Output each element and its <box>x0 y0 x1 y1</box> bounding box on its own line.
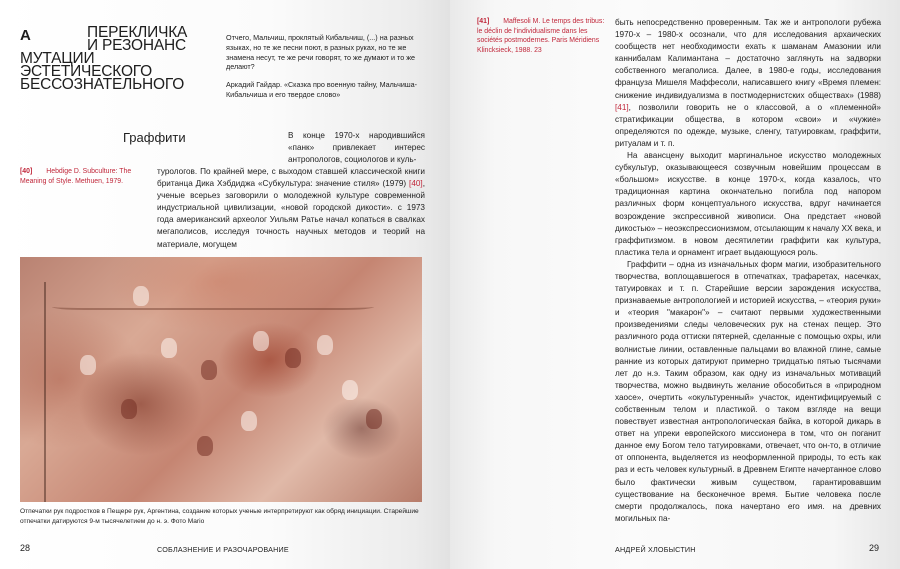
sidenote-number: [41] <box>477 18 490 25</box>
epigraph-source: Аркадий Гайдар. «Сказка про военную тайну, Мальчиша-Кибальчиша и его твердое слово» <box>226 80 418 99</box>
hand-print <box>161 338 177 358</box>
body-segment: , позволили говорить не о классовой, а о «племенной» стратификации общества, в котором «свои» и «чужие» определяются по одежде, музыке, сленгу, татуировкам, граффити, ритуалам и т. п. <box>615 102 881 148</box>
rock-ledge <box>52 279 374 310</box>
body-lead: В конце 1970-х народившийся «панк» привлекает интерес антропологов, социологов и куль- <box>288 131 425 165</box>
chapter-title <box>20 26 220 91</box>
right-page <box>450 0 900 569</box>
hand-print <box>133 286 149 306</box>
publisher-logo: A <box>20 27 32 44</box>
sidenote-number: [40] <box>20 168 33 175</box>
hand-print <box>317 335 333 355</box>
body-segment: , ученые всерьез заговорили о молодежной культуре современной индустриальной цивилизации, «новой городской дикости». с 1973 года американский археолог Уильям Ратье начал копаться в свалках мегаполисов, исследуя точность научных методов и теорий на материале, могущем <box>157 179 425 249</box>
body-segment: турологов. По крайней мере, с выходом ставшей классической книги британца Дика Хэбдиджа «Субкультура: значение стиля» (1979) <box>157 167 425 189</box>
body-text-right <box>615 17 881 525</box>
page-number: 28 <box>20 543 31 553</box>
photo-caption: Отпечатки рук подростков в Пещере рук, Аргентина, создание которых ученые интерпретируют как обряд инициации. Старейшие отпечатки датируются 9-м тысячелетием до н. э. Фото Mario <box>20 508 419 525</box>
hand-print <box>285 348 301 368</box>
chapter-title-line: ПЕРЕКЛИЧКА <box>87 24 188 41</box>
cave-hands-photo <box>20 257 422 502</box>
hand-print <box>241 411 257 431</box>
footnote-ref-40[interactable]: [40] <box>409 179 423 189</box>
hand-print <box>80 355 96 375</box>
sidenote-text: Hebdige D. Subculture: The Meaning of Style. Methuen, 1979. <box>20 168 132 185</box>
section-heading: Граффити <box>123 130 186 145</box>
paragraph: На авансцену выходит маргинальное искусство молодежных субкультур, оказывающееся созвучным новейшим процессам в «большом» искусстве. в конце 1970-х, когда казалось, что традиционная картина окончательно погибла под напором различных форм концептуального искусства, вдруг начинается возрождение экспрессивной живописи. Она предстает «новой дикостью» – неоэкспрессионизмом, отсылающим к началу XX века, и граффитизмом. в новом десятилетии граффити как культура, пластика тела и орнамент играет выдающуюся роль. <box>615 151 881 257</box>
body-text-left <box>157 166 425 251</box>
running-head: СОБЛАЗНЕНИЕ И РАЗОЧАРОВАНИЕ <box>157 545 289 554</box>
hand-print <box>366 409 382 429</box>
paragraph: Граффити – одна из изначальных форм магии, изобразительного творчества, воплощавшегося в отпечатках, трафаретах, насечках, татуировках и т. п. Старейшие версии зарождения искусства, признаваемые антропологией и историей искусства, – «теория руки» и «теория "макарон"» – считают первыми художественными произведениями следы человеческих рук на стенах пещер. Это различного рода оттиски пятерней, сделанные с помощью охры, или волнистые линии, оставленные пальцами во влажной глине, самые ранние из которых датируют примерно тридцатью пятью тысячами лет до н.э. Таким образом, как одну из изначальных мотиваций творчества, можно выдвинуть желание обособиться в «природном хаосе», очертить «окультуренный» участок, идентифицируемый с собственным телом и пластикой. о таком взгляде на вещи повествует известная антропологическая байка, в которой дикарь в ответ на упреки европейского миссионера в том, что он поганит данное ему Богом тело татуировками, отвечает, что он-то, в отличие от оппонента, выделяется из неоформленной природы, то есть как раз и есть человек культурный. в Древнем Египте начертанное слово было фактически живым существом, гарантировавшим существование на бесконечное время. Бытие человека после смерти продолжалось, пока начертано его имя. на древних могильных па- <box>615 259 881 523</box>
chapter-title-line: И РЕЗОНАНС <box>87 37 186 54</box>
body-segment: быть непосредственно проверенным. Так же и антропологи рубежа 1970-х – 1980-х осознали, что для исследования архаических сообществ нет необходимости ехать к шаманам Амазонии или каннибалам Калимантана – достаточно заглянуть на задворки собственного мегаполиса. Далее, в 1980-е годы, исследования француза Мишеля Маффесоли, написавшего книгу «Время племен: снижение индивидуализма в постмодернистских обществах» (1988) <box>615 18 881 100</box>
sidenote-text: Maffesoli M. Le temps des tribus: le déclin de l'individualisme dans les sociétés postmodernes. Paris Méridiens Klincksieck, 1988. 23 <box>477 18 605 54</box>
sidenote-40 <box>20 167 155 186</box>
hand-print <box>342 380 358 400</box>
running-head: АНДРЕЙ ХЛОБЫСТИН <box>615 545 696 554</box>
epigraph-text: Отчего, Мальчиш, проклятый Кибальчиш, (...) на разных языках, но те же песни поют, в разных руках, но те же знамена несут, те же речи говорят, то же думают и то же делают? <box>226 33 416 72</box>
hand-print <box>121 399 137 419</box>
rock-crack <box>44 282 46 503</box>
paragraph <box>615 17 881 150</box>
hand-print <box>201 360 217 380</box>
footnote-ref-41[interactable]: [41] <box>615 102 629 112</box>
epigraph <box>226 33 422 108</box>
chapter-title-line: МУТАЦИИ ЭСТЕТИЧЕСКОГО <box>20 50 152 80</box>
hand-print <box>197 436 213 456</box>
chapter-title-line: БЕССОЗНАТЕЛЬНОГО <box>20 76 185 93</box>
page-number: 29 <box>869 543 880 553</box>
sidenote-41 <box>477 17 607 55</box>
hand-print <box>253 331 269 351</box>
